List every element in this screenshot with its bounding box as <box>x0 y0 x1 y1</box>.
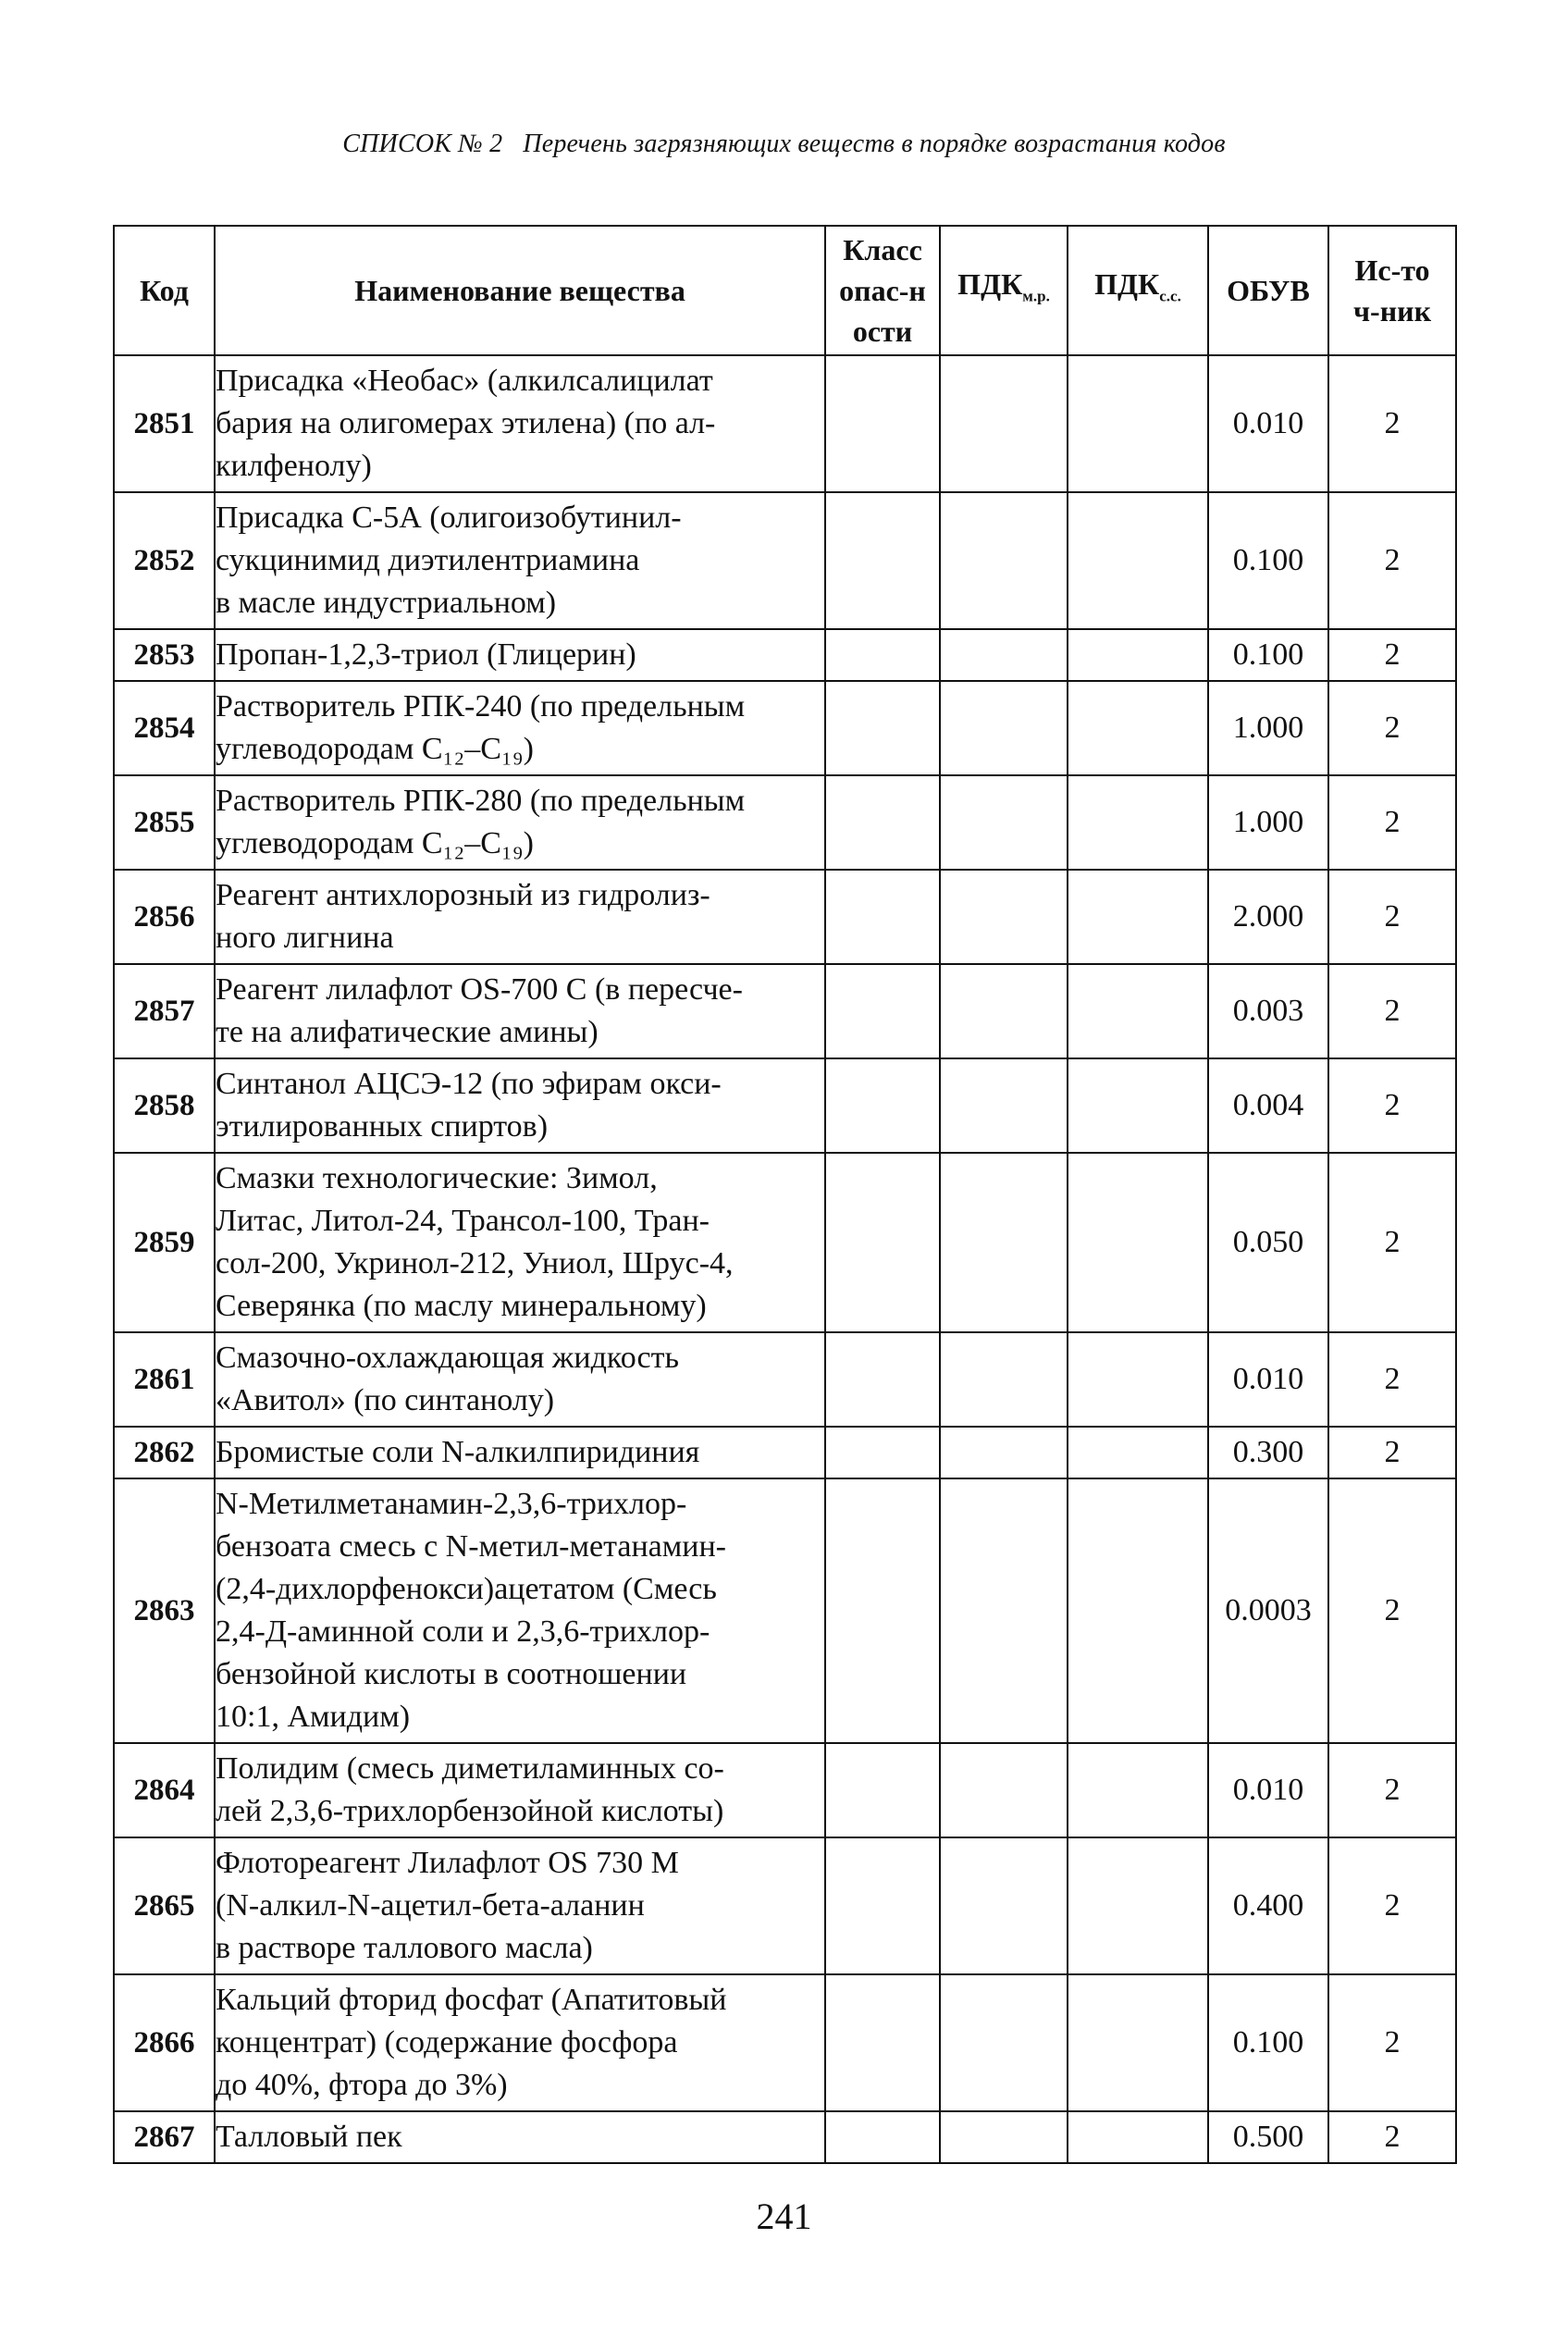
col-hazard-class-header <box>825 226 940 355</box>
table-row <box>114 1478 1456 1743</box>
cell-name: Присадка С-5А (олигоизобутинил- сукцинимид диэтилентриамина в масле индустриальном) <box>215 492 825 629</box>
cell-hazard-class <box>825 1743 940 1837</box>
cell-code: 2859 <box>114 1153 215 1332</box>
cell-source: 2 <box>1328 355 1456 492</box>
cell-obuv: 0.010 <box>1208 1743 1328 1837</box>
table-row <box>114 355 1456 492</box>
table-row <box>114 1332 1456 1427</box>
cell-pdk-ss <box>1068 775 1208 870</box>
source-label: Ис-точ-ник <box>1352 254 1431 328</box>
cell-obuv: 2.000 <box>1208 870 1328 964</box>
cell-pdk-mr <box>940 492 1068 629</box>
cell-source: 2 <box>1328 681 1456 775</box>
col-pdk-ss-header <box>1068 226 1208 355</box>
table-row <box>114 2111 1456 2163</box>
cell-code: 2862 <box>114 1427 215 1478</box>
cell-code: 2858 <box>114 1058 215 1153</box>
pdk-mr-label: ПДК <box>957 267 1023 302</box>
cell-hazard-class <box>825 1837 940 1974</box>
cell-obuv: 0.100 <box>1208 492 1328 629</box>
col-code-header: Код <box>114 226 215 355</box>
cell-source: 2 <box>1328 1058 1456 1153</box>
substances-table <box>113 225 1457 2164</box>
cell-source: 2 <box>1328 1743 1456 1837</box>
cell-pdk-mr <box>940 2111 1068 2163</box>
cell-hazard-class <box>825 1427 940 1478</box>
cell-obuv: 0.400 <box>1208 1837 1328 1974</box>
cell-hazard-class <box>825 355 940 492</box>
table-row <box>114 964 1456 1058</box>
cell-name: Пропан-1,2,3-триол (Глицерин) <box>215 629 825 681</box>
cell-pdk-ss <box>1068 1743 1208 1837</box>
cell-pdk-ss <box>1068 492 1208 629</box>
cell-pdk-mr <box>940 1332 1068 1427</box>
cell-name: Реагент лилафлот OS-700 С (в пересче- те на алифатические амины) <box>215 964 825 1058</box>
table-row <box>114 629 1456 681</box>
cell-code: 2866 <box>114 1974 215 2111</box>
cell-hazard-class <box>825 681 940 775</box>
cell-code: 2857 <box>114 964 215 1058</box>
cell-pdk-mr <box>940 1058 1068 1153</box>
cell-obuv: 0.100 <box>1208 629 1328 681</box>
cell-source: 2 <box>1328 1974 1456 2111</box>
cell-pdk-ss <box>1068 1153 1208 1332</box>
cell-source: 2 <box>1328 1332 1456 1427</box>
cell-pdk-mr <box>940 1478 1068 1743</box>
col-obuv-header: ОБУВ <box>1208 226 1328 355</box>
table-row <box>114 1974 1456 2111</box>
cell-obuv: 0.500 <box>1208 2111 1328 2163</box>
cell-pdk-ss <box>1068 355 1208 492</box>
cell-hazard-class <box>825 2111 940 2163</box>
cell-obuv: 1.000 <box>1208 681 1328 775</box>
cell-hazard-class <box>825 1058 940 1153</box>
cell-hazard-class <box>825 492 940 629</box>
pdk-mr-subscript: м.р. <box>1022 287 1050 305</box>
cell-hazard-class <box>825 1974 940 2111</box>
table-row <box>114 1837 1456 1974</box>
cell-obuv: 0.003 <box>1208 964 1328 1058</box>
cell-source: 2 <box>1328 775 1456 870</box>
cell-pdk-ss <box>1068 681 1208 775</box>
cell-pdk-mr <box>940 964 1068 1058</box>
cell-pdk-ss <box>1068 1837 1208 1974</box>
cell-obuv: 0.050 <box>1208 1153 1328 1332</box>
pdk-ss-label: ПДК <box>1094 267 1160 302</box>
cell-name: Талловый пек <box>215 2111 825 2163</box>
col-pdk-mr-header <box>940 226 1068 355</box>
col-source-header <box>1328 226 1456 355</box>
cell-pdk-ss <box>1068 1974 1208 2111</box>
cell-pdk-mr <box>940 1427 1068 1478</box>
table-header-row <box>114 226 1456 355</box>
cell-pdk-mr <box>940 355 1068 492</box>
cell-code: 2864 <box>114 1743 215 1837</box>
cell-obuv: 0.004 <box>1208 1058 1328 1153</box>
cell-code: 2854 <box>114 681 215 775</box>
table-row <box>114 1153 1456 1332</box>
table-body <box>114 355 1456 2163</box>
cell-code: 2861 <box>114 1332 215 1427</box>
cell-hazard-class <box>825 629 940 681</box>
cell-name: Смазочно-охлаждающая жидкость «Авитол» (по синтанолу) <box>215 1332 825 1427</box>
cell-source: 2 <box>1328 1478 1456 1743</box>
cell-code: 2852 <box>114 492 215 629</box>
list-title: Перечень загрязняющих веществ в порядке возрастания кодов <box>523 130 1226 158</box>
cell-name: Растворитель РПК-240 (по предельным углеводородам С₁₂–С₁₉) <box>215 681 825 775</box>
cell-pdk-mr <box>940 1974 1068 2111</box>
table-row <box>114 1058 1456 1153</box>
cell-code: 2863 <box>114 1478 215 1743</box>
cell-name: Присадка «Необас» (алкилсалицилат бария на олигомерах этилена) (по ал- килфенолу) <box>215 355 825 492</box>
cell-source: 2 <box>1328 1153 1456 1332</box>
cell-code: 2851 <box>114 355 215 492</box>
cell-hazard-class <box>825 964 940 1058</box>
cell-name: Флотореагент Лилафлот OS 730 M (N-алкил-N-ацетил-бета-аланин в растворе таллового масла) <box>215 1837 825 1974</box>
page-number: 241 <box>756 2195 812 2237</box>
cell-obuv: 0.0003 <box>1208 1478 1328 1743</box>
cell-name: Кальций фторид фосфат (Апатитовый концентрат) (содержание фосфора до 40%, фтора до 3%) <box>215 1974 825 2111</box>
cell-source: 2 <box>1328 1837 1456 1974</box>
table-row <box>114 1743 1456 1837</box>
cell-source: 2 <box>1328 870 1456 964</box>
cell-pdk-mr <box>940 775 1068 870</box>
table-row <box>114 1427 1456 1478</box>
cell-code: 2865 <box>114 1837 215 1974</box>
cell-name: N-Метилметанамин-2,3,6-трихлор- бензоата смесь с N-метил-метанамин- (2,4-дихлорфенокси)ацетатом (Смесь 2,4-Д-аминной соли и 2,3,6-трихлор- бензойной кислоты в соотношении 10:1, Амидим) <box>215 1478 825 1743</box>
cell-hazard-class <box>825 870 940 964</box>
cell-pdk-mr <box>940 681 1068 775</box>
cell-hazard-class <box>825 1332 940 1427</box>
cell-name: Растворитель РПК-280 (по предельным углеводородам С₁₂–С₁₉) <box>215 775 825 870</box>
cell-hazard-class <box>825 1478 940 1743</box>
cell-source: 2 <box>1328 1427 1456 1478</box>
cell-code: 2867 <box>114 2111 215 2163</box>
cell-source: 2 <box>1328 492 1456 629</box>
cell-pdk-ss <box>1068 1478 1208 1743</box>
table-row <box>114 492 1456 629</box>
table-row <box>114 775 1456 870</box>
cell-obuv: 0.010 <box>1208 1332 1328 1427</box>
cell-pdk-ss <box>1068 964 1208 1058</box>
table-row <box>114 681 1456 775</box>
cell-code: 2856 <box>114 870 215 964</box>
cell-pdk-ss <box>1068 1427 1208 1478</box>
cell-source: 2 <box>1328 964 1456 1058</box>
cell-name: Бромистые соли N-алкилпиридиния <box>215 1427 825 1478</box>
page-header <box>0 130 1568 159</box>
cell-obuv: 0.100 <box>1208 1974 1328 2111</box>
cell-name: Полидим (смесь диметиламинных со- лей 2,3,6-трихлорбензойной кислоты) <box>215 1743 825 1837</box>
cell-name: Реагент антихлорозный из гидролиз- ного лигнина <box>215 870 825 964</box>
cell-source: 2 <box>1328 629 1456 681</box>
cell-pdk-mr <box>940 1153 1068 1332</box>
cell-pdk-ss <box>1068 1058 1208 1153</box>
cell-pdk-mr <box>940 870 1068 964</box>
cell-obuv: 0.010 <box>1208 355 1328 492</box>
col-name-header: Наименование вещества <box>215 226 825 355</box>
pdk-ss-subscript: с.с. <box>1159 287 1181 305</box>
list-number: СПИСОК № 2 <box>342 130 503 158</box>
cell-code: 2853 <box>114 629 215 681</box>
cell-pdk-mr <box>940 1837 1068 1974</box>
cell-pdk-ss <box>1068 629 1208 681</box>
cell-pdk-ss <box>1068 2111 1208 2163</box>
cell-pdk-mr <box>940 629 1068 681</box>
cell-code: 2855 <box>114 775 215 870</box>
hazard-class-label: Класс опас-ности <box>839 233 926 348</box>
cell-name: Смазки технологические: Зимол, Литас, Литол-24, Трансол-100, Тран- сол-200, Укринол-212, Униол, Шрус-4, Северянка (по маслу минеральному) <box>215 1153 825 1332</box>
cell-hazard-class <box>825 1153 940 1332</box>
cell-pdk-ss <box>1068 870 1208 964</box>
cell-source: 2 <box>1328 2111 1456 2163</box>
cell-obuv: 0.300 <box>1208 1427 1328 1478</box>
cell-obuv: 1.000 <box>1208 775 1328 870</box>
cell-pdk-mr <box>940 1743 1068 1837</box>
table-row <box>114 870 1456 964</box>
cell-name: Синтанол АЦСЭ-12 (по эфирам окси- этилированных спиртов) <box>215 1058 825 1153</box>
cell-pdk-ss <box>1068 1332 1208 1427</box>
cell-hazard-class <box>825 775 940 870</box>
